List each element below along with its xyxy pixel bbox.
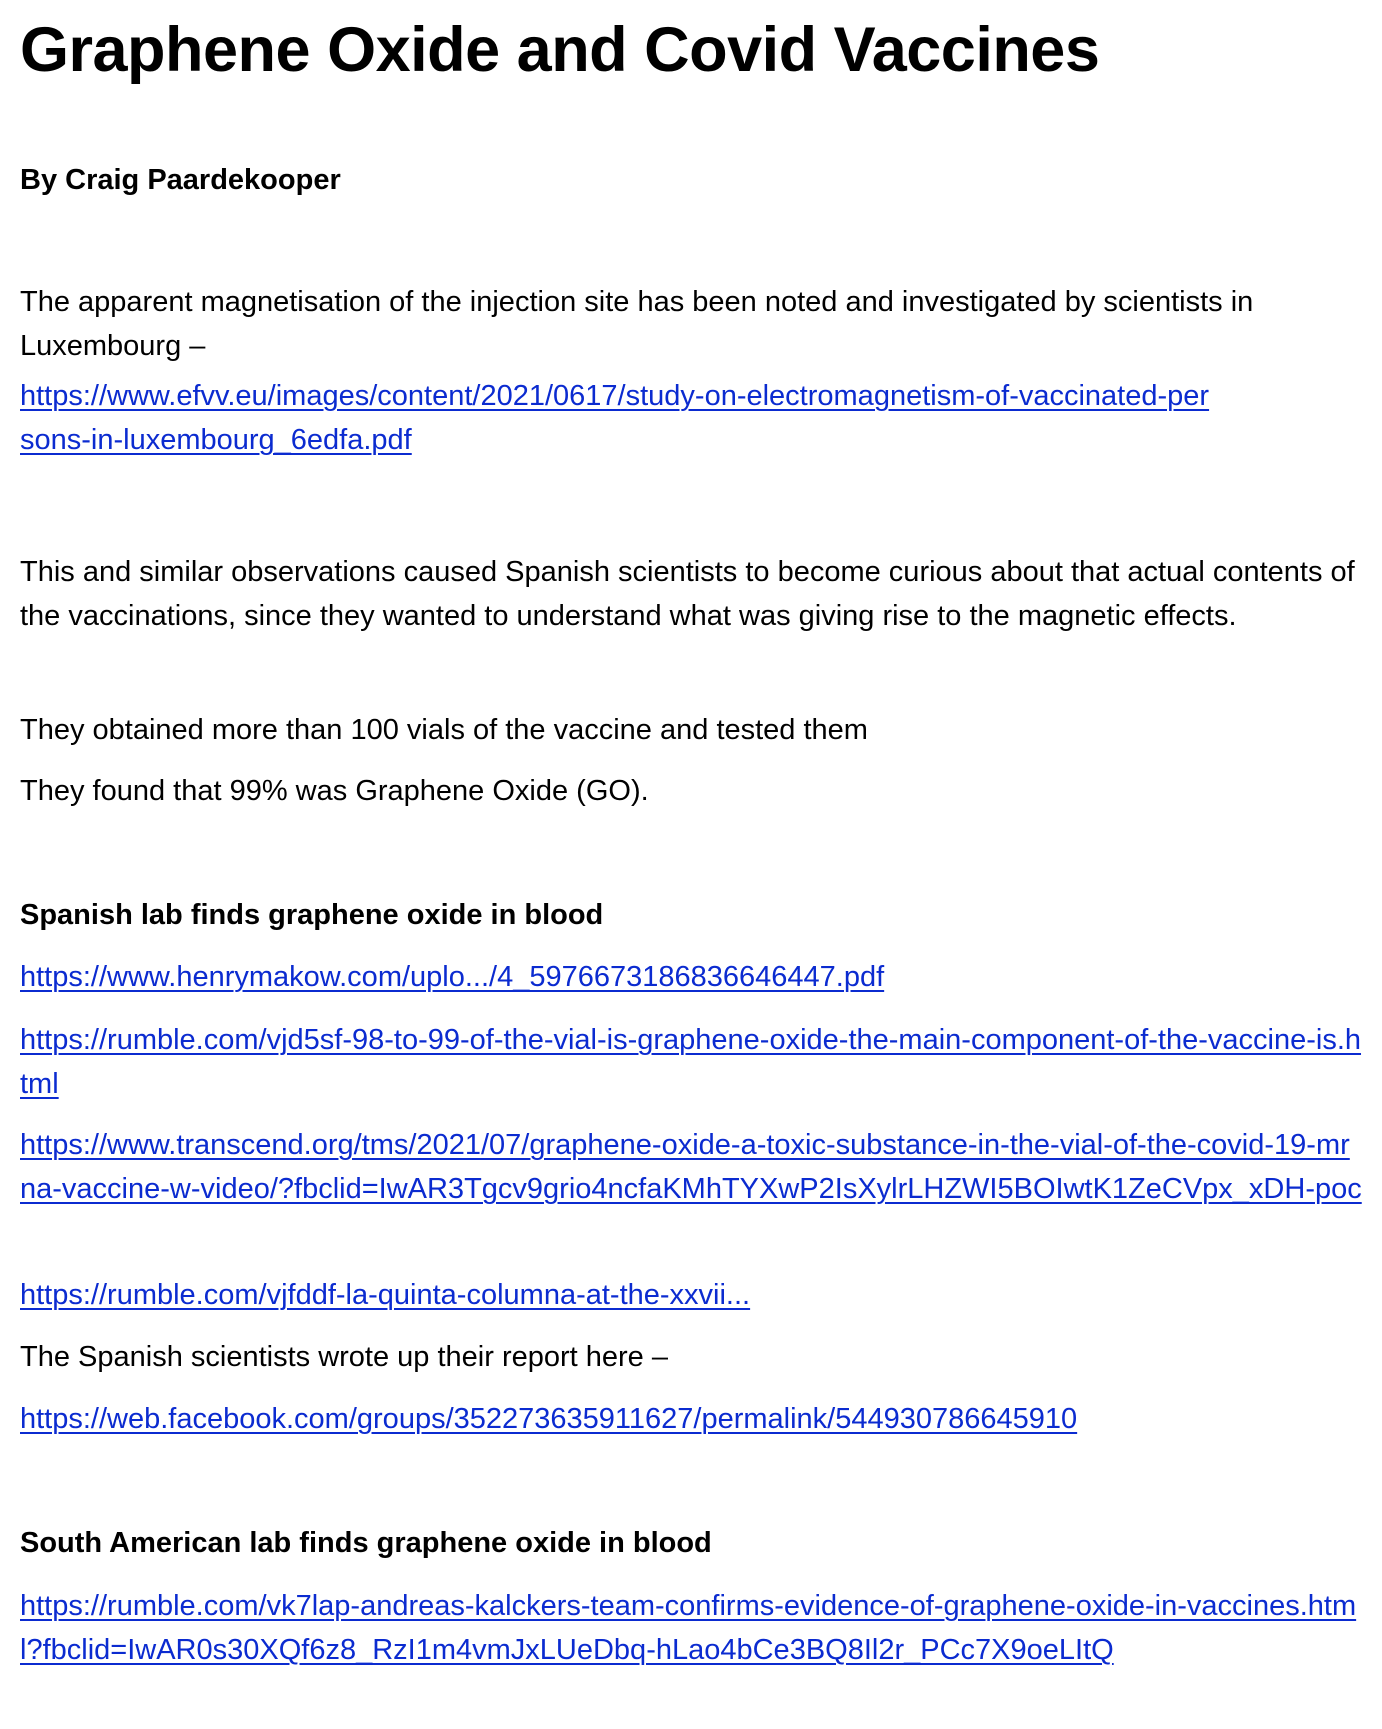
link-rumble-vjfddf[interactable]: https://rumble.com/vjfddf-la-quinta-columna-at-the-xxvii...	[20, 1279, 751, 1311]
author-byline: By Craig Paardekooper	[20, 164, 341, 196]
paragraph-magnetisation: The apparent magnetisation of the injection site has been noted and investigated by scientists in Luxembourg –	[20, 286, 1254, 362]
link-transcend[interactable]: https://www.transcend.org/tms/2021/07/graphene-oxide-a-toxic-substance-in-the-vial-of-the-covid-19-mrna-vaccine-w-video/?fbclid=IwAR3Tgcv9grio4ncfaKMhTYXwP2IsXylrLHZWI5BOIwtK1ZeCVpx_xDH-poc	[20, 1129, 1362, 1205]
link-facebook[interactable]: https://web.facebook.com/groups/352273635911627/permalink/544930786645910	[20, 1403, 1078, 1435]
link-rumble-vk7lap[interactable]: https://rumble.com/vk7lap-andreas-kalckers-team-confirms-evidence-of-graphene-oxide-in-vaccines.html?fbclid=IwAR0s30XQf6z8_RzI1m4vmJxLUeDbq-hLao4bCe3BQ8Il2r_PCc7X9oeLItQ	[20, 1590, 1357, 1666]
paragraph-spanish-curious: This and similar observations caused Spanish scientists to become curious about that actual contents of the vaccinations, since they wanted to understand what was giving rise to the magnetic effects.	[20, 556, 1355, 632]
heading-spanish-lab: Spanish lab finds graphene oxide in blood	[20, 899, 604, 931]
link-henrymakow[interactable]: https://www.henrymakow.com/uplo.../4_5976673186836646447.pdf	[20, 961, 885, 993]
paragraph-vials: They obtained more than 100 vials of the vaccine and tested them	[20, 714, 868, 746]
paragraph-found: They found that 99% was Graphene Oxide (GO).	[20, 775, 649, 807]
document-title: Graphene Oxide and Covid Vaccines	[20, 15, 1100, 85]
link-rumble-vjd5sf[interactable]: https://rumble.com/vjd5sf-98-to-99-of-the-vial-is-graphene-oxide-the-main-component-of-the-vaccine-is.html	[20, 1024, 1362, 1100]
heading-south-american-lab: South American lab finds graphene oxide in blood	[20, 1527, 712, 1559]
link-luxembourg-study[interactable]: https://www.efvv.eu/images/content/2021/0617/study-on-electromagnetism-of-vaccinated-persons-in-luxembourg_6edfa.pdf	[20, 380, 1210, 456]
paragraph-report: The Spanish scientists wrote up their report here –	[20, 1341, 668, 1373]
